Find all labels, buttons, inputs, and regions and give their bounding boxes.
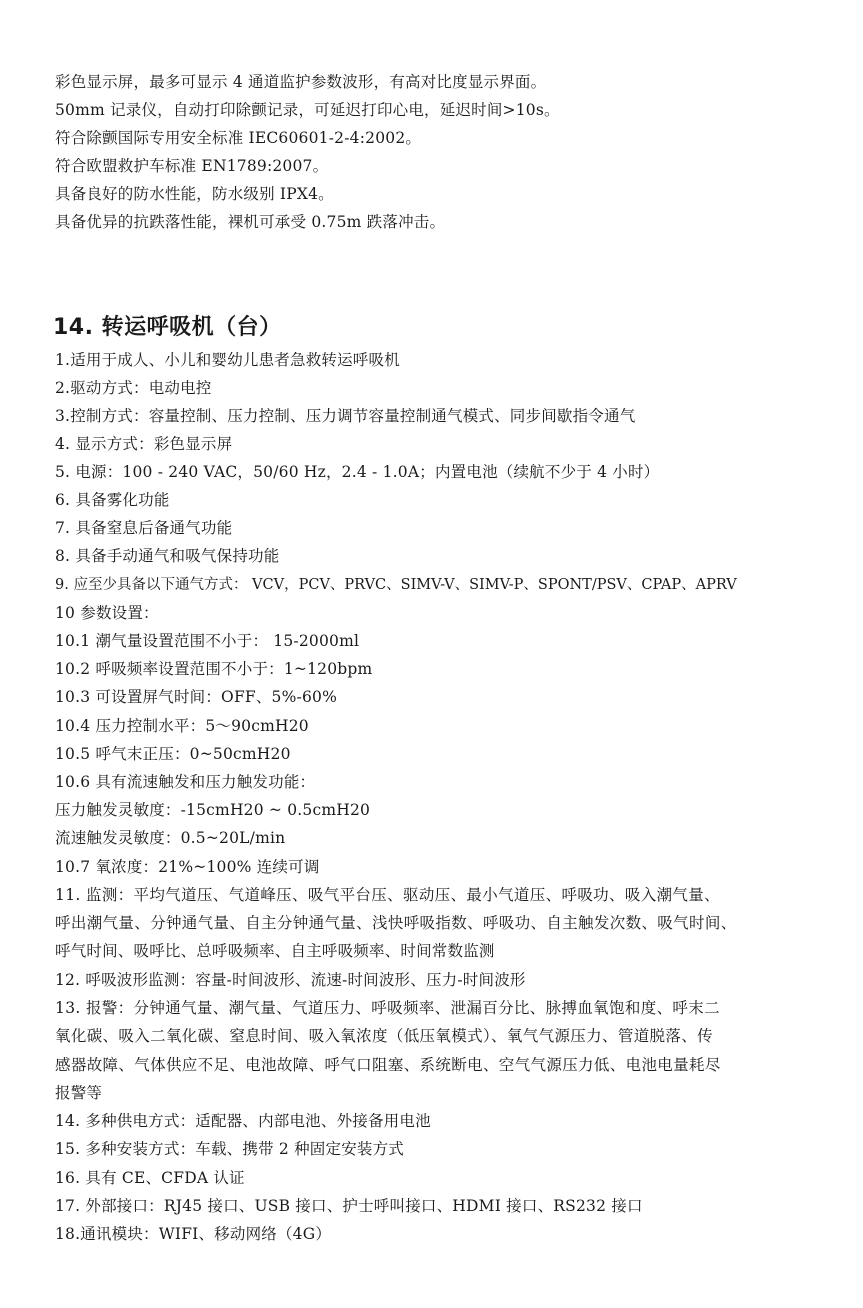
spec-line: 18.通讯模块：WIFI、移动网络（4G） [55,1225,332,1243]
spec-line: 呼出潮气量、分钟通气量、自主分钟通气量、浅快呼吸指数、呼吸功、自主触发次数、吸气时间、 [55,914,737,932]
spec-line: 10.2 呼吸频率设置范围不小于：1~120bpm [55,660,373,678]
intro-line: 彩色显示屏，最多可显示 4 通道监护参数波形，有高对比度显示界面。 [55,73,547,91]
spec-line: 17. 外部接口：RJ45 接口、USB 接口、护士呼叫接口、HDMI 接口、RS232 接口 [55,1197,643,1215]
spec-line: 1.适用于成人、小儿和婴幼儿患者急救转运呼吸机 [55,351,400,369]
intro-line: 具备优异的抗跌落性能，裸机可承受 0.75m 跌落冲击。 [55,213,446,231]
spec-line: 10.3 可设置屏气时间：OFF、5%-60% [55,688,338,706]
spec-line: 6. 具备雾化功能 [55,491,170,509]
spec-line: 15. 多种安装方式：车载、携带 2 种固定安装方式 [55,1140,404,1158]
intro-line: 具备良好的防水性能，防水级别 IPX4。 [55,185,334,203]
intro-line: 符合除颤国际专用安全标准 IEC60601-2-4:2002。 [55,129,422,147]
section-heading: 14. 转运呼吸机（台） [53,315,282,340]
spec-line: 10.7 氧浓度：21%~100% 连续可调 [55,858,320,876]
spec-line: 8. 具备手动通气和吸气保持功能 [55,547,280,565]
spec-line: 10.4 压力控制水平：5～90cmH20 [55,717,309,735]
spec-line: 3.控制方式：容量控制、压力控制、压力调节容量控制通气模式、同步间歇指令通气 [55,407,636,425]
spec-line: 11. 监测：平均气道压、气道峰压、吸气平台压、驱动压、最小气道压、呼吸功、吸入潮气量、 [55,886,720,904]
spec-line: 氧化碳、吸入二氧化碳、窒息时间、吸入氧浓度（低压氧模式）、氧气气源压力、管道脱落、传 [55,1027,713,1045]
spec-line: 10 参数设置： [55,604,159,622]
spec-line: 12. 呼吸波形监测：容量-时间波形、流速-时间波形、压力-时间波形 [55,971,526,989]
spec-line: 13. 报警：分钟通气量、潮气量、气道压力、呼吸频率、泄漏百分比、脉搏血氧饱和度、呼末二 [55,999,720,1017]
spec-line: 2.驱动方式：电动电控 [55,379,212,397]
spec-line: 10.1 潮气量设置范围不小于： 15-2000ml [55,632,360,650]
intro-line: 50mm 记录仪，自动打印除颤记录，可延迟打印心电，延迟时间>10s。 [55,101,560,119]
spec-line: 流速触发灵敏度：0.5~20L/min [55,829,286,847]
spec-line: 呼气时间、吸呼比、总呼吸频率、自主呼吸频率、时间常数监测 [55,942,495,960]
spec-line: 感器故障、气体供应不足、电池故障、呼气口阻塞、系统断电、空气气源压力低、电池电量耗尽 [55,1056,721,1074]
spec-line: 16. 具有 CE、CFDA 认证 [55,1169,245,1187]
spec-line: 报警等 [55,1084,103,1102]
intro-line: 符合欧盟救护车标准 EN1789:2007。 [55,157,329,175]
spec-line: 10.5 呼气末正压：0~50cmH20 [55,745,291,763]
spec-line: 10.6 具有流速触发和压力触发功能： [55,773,316,791]
spec-line: 5. 电源：100 - 240 VAC，50/60 Hz，2.4 - 1.0A；内置电池（续航不少于 4 小时） [55,463,660,481]
spec-line: 4. 显示方式：彩色显示屏 [55,435,233,453]
spec-line: 14. 多种供电方式：适配器、内部电池、外接备用电池 [55,1112,431,1130]
spec-line: 9. 应至少具备以下通气方式： VCV，PCV、PRVC、SIMV-V、SIMV-P、SPONT/PSV、CPAP、APRV [55,577,737,593]
spec-line: 压力触发灵敏度：-15cmH20 ~ 0.5cmH20 [55,801,371,819]
spec-line: 7. 具备窒息后备通气功能 [55,519,233,537]
